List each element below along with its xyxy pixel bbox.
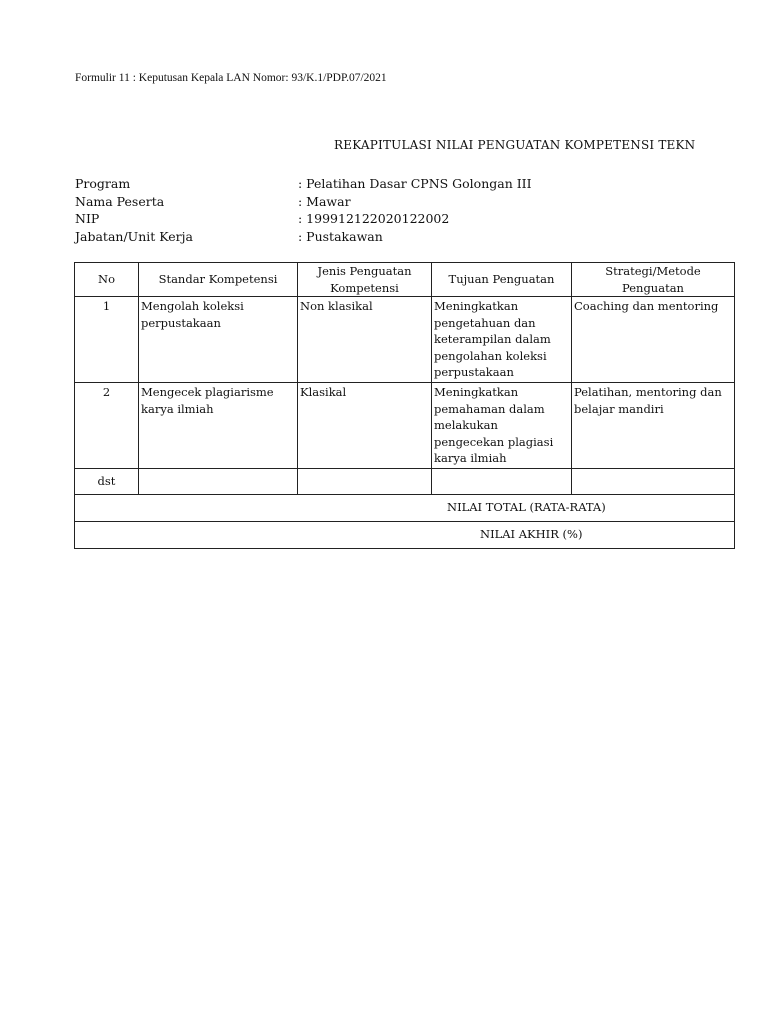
- header-strategi-metode: Strategi/Metode Penguatan: [572, 263, 735, 297]
- table-row-dst: [75, 468, 735, 494]
- nilai-akhir-row: [75, 521, 735, 548]
- jabatan-value: : Pustakawan: [298, 228, 383, 244]
- nilai-akhir-label: NILAI AKHIR (%): [480, 527, 583, 542]
- table-row: [75, 297, 735, 383]
- row-tujuan-penguatan: Meningkatkan pengetahuan dan keterampilan dalam pengolahan koleksi perpustakaan: [432, 297, 572, 383]
- row-standar-kompetensi: Mengecek plagiarisme karya ilmiah: [139, 383, 298, 469]
- document-title: REKAPITULASI NILAI PENGUATAN KOMPETENSI TEKN: [334, 138, 696, 152]
- program-label: Program: [75, 176, 131, 191]
- header-standar-kompetensi: Standar Kompetensi: [139, 263, 298, 297]
- nama-peserta-label: Nama Peserta: [75, 193, 165, 209]
- empty-cell: [432, 468, 572, 494]
- header-jenis-penguatan: Jenis Penguatan Kompetensi: [298, 263, 432, 297]
- row-strategi-metode: Pelatihan, mentoring dan belajar mandiri: [572, 383, 735, 469]
- header-tujuan-penguatan: Tujuan Penguatan: [432, 263, 572, 297]
- row-no: 2: [75, 383, 139, 469]
- nilai-total-row: [75, 494, 735, 521]
- table-header-row: [75, 263, 735, 297]
- dst-cell: dst: [75, 468, 139, 494]
- nama-peserta-value: : Mawar: [298, 193, 351, 209]
- program-value: : Pelatihan Dasar CPNS Golongan III: [298, 176, 532, 191]
- empty-cell: [139, 468, 298, 494]
- row-standar-kompetensi: Mengolah koleksi perpustakaan: [139, 297, 298, 383]
- competency-table-container: [74, 262, 722, 562]
- nilai-total-cell: [75, 494, 735, 521]
- nilai-total-label: NILAI TOTAL (RATA-RATA): [447, 500, 606, 515]
- competency-table: [74, 262, 735, 549]
- row-jenis-penguatan: Klasikal: [298, 383, 432, 469]
- nip-label: NIP: [75, 211, 100, 226]
- header-no: No: [75, 263, 139, 297]
- row-no: 1: [75, 297, 139, 383]
- row-jenis-penguatan: Non klasikal: [298, 297, 432, 383]
- row-tujuan-penguatan: Meningkatkan pemahaman dalam melakukan pengecekan plagiasi karya ilmiah: [432, 383, 572, 469]
- jabatan-label: Jabatan/Unit Kerja: [75, 228, 193, 244]
- nilai-akhir-cell: [75, 521, 735, 548]
- empty-cell: [572, 468, 735, 494]
- form-reference: Formulir 11 : Keputusan Kepala LAN Nomor: 93/K.1/PDP.07/2021: [75, 72, 387, 84]
- row-strategi-metode: Coaching dan mentoring: [572, 297, 735, 383]
- empty-cell: [298, 468, 432, 494]
- table-row: [75, 383, 735, 469]
- nip-value: : 199912122020122002: [298, 211, 450, 226]
